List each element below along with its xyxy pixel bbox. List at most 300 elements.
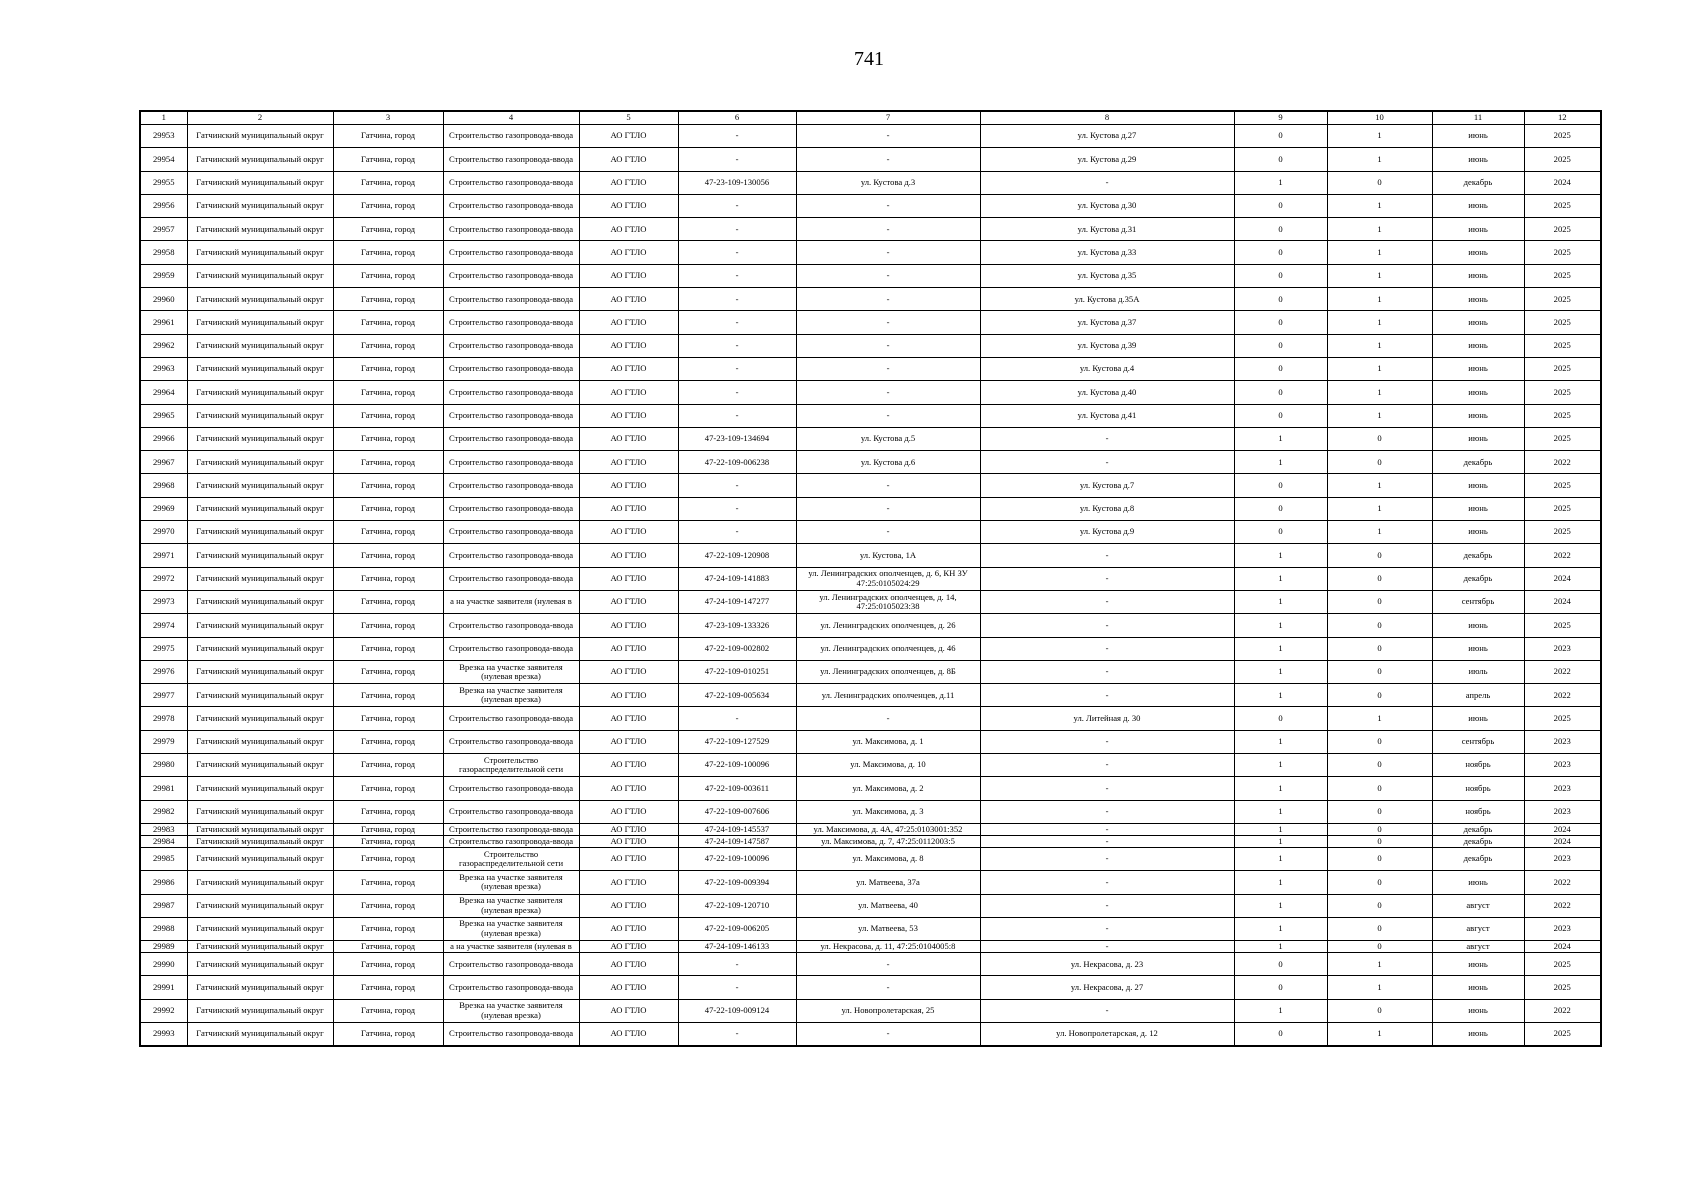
settlement-cell: Гатчина, город [333, 125, 443, 148]
address-planned-cell: ул. Кустова д.27 [980, 125, 1234, 148]
row-id: 29965 [140, 404, 187, 427]
work-type-cell: Врезка на участке заявителя (нулевая врезка) [443, 917, 579, 940]
count-planned-cell: 0 [1327, 684, 1432, 707]
count-connected-cell: 1 [1234, 823, 1327, 835]
table-row [140, 311, 1601, 334]
count-connected-cell: 1 [1234, 730, 1327, 753]
count-connected-cell: 1 [1234, 847, 1327, 870]
count-planned-cell: 0 [1327, 660, 1432, 683]
year-cell: 2022 [1524, 894, 1601, 917]
table-row [140, 637, 1601, 660]
district-cell: Гатчинский муниципальный округ [187, 357, 333, 380]
work-type-cell: Строительство газопровода-ввода [443, 311, 579, 334]
application-number-cell: 47-22-109-100096 [678, 847, 796, 870]
organization-cell: АО ГТЛО [579, 218, 678, 241]
month-cell: ноябрь [1432, 754, 1524, 777]
organization-cell: АО ГТЛО [579, 125, 678, 148]
row-id: 29989 [140, 941, 187, 953]
count-planned-cell: 0 [1327, 894, 1432, 917]
year-cell: 2025 [1524, 381, 1601, 404]
address-planned-cell: - [980, 941, 1234, 953]
count-connected-cell: 0 [1234, 125, 1327, 148]
month-cell: сентябрь [1432, 730, 1524, 753]
table-row [140, 684, 1601, 707]
application-number-cell: 47-23-109-134694 [678, 427, 796, 450]
organization-cell: АО ГТЛО [579, 381, 678, 404]
address-connected-cell: ул. Ленинградских ополченцев, д. 26 [796, 614, 980, 637]
row-id: 29981 [140, 777, 187, 800]
row-id: 29985 [140, 847, 187, 870]
organization-cell: АО ГТЛО [579, 941, 678, 953]
month-cell: июнь [1432, 871, 1524, 894]
count-planned-cell: 0 [1327, 451, 1432, 474]
table-row [140, 1022, 1601, 1046]
address-connected-cell: ул. Ленинградских ополченцев, д. 46 [796, 637, 980, 660]
district-cell: Гатчинский муниципальный округ [187, 999, 333, 1022]
table-row [140, 544, 1601, 567]
address-connected-cell: - [796, 241, 980, 264]
district-cell: Гатчинский муниципальный округ [187, 1022, 333, 1046]
settlement-cell: Гатчина, город [333, 917, 443, 940]
work-type-cell: Строительство газопровода-ввода [443, 218, 579, 241]
table-row [140, 590, 1601, 613]
month-cell: декабрь [1432, 823, 1524, 835]
year-cell: 2023 [1524, 917, 1601, 940]
count-connected-cell: 1 [1234, 567, 1327, 590]
count-connected-cell: 0 [1234, 976, 1327, 999]
count-connected-cell: 0 [1234, 953, 1327, 976]
settlement-cell: Гатчина, город [333, 194, 443, 217]
organization-cell: АО ГТЛО [579, 614, 678, 637]
count-planned-cell: 1 [1327, 311, 1432, 334]
year-cell: 2025 [1524, 311, 1601, 334]
address-planned-cell: - [980, 427, 1234, 450]
month-cell: июнь [1432, 976, 1524, 999]
table-row [140, 474, 1601, 497]
address-connected-cell: ул. Максимова, д. 2 [796, 777, 980, 800]
address-planned-cell: - [980, 999, 1234, 1022]
work-type-cell: Строительство газопровода-ввода [443, 148, 579, 171]
application-number-cell: 47-22-109-009394 [678, 871, 796, 894]
month-cell: декабрь [1432, 171, 1524, 194]
district-cell: Гатчинский муниципальный округ [187, 311, 333, 334]
year-cell: 2025 [1524, 976, 1601, 999]
settlement-cell: Гатчина, город [333, 941, 443, 953]
settlement-cell: Гатчина, город [333, 684, 443, 707]
count-planned-cell: 1 [1327, 357, 1432, 380]
address-connected-cell: - [796, 707, 980, 730]
month-cell: декабрь [1432, 544, 1524, 567]
address-planned-cell: - [980, 894, 1234, 917]
count-connected-cell: 1 [1234, 917, 1327, 940]
district-cell: Гатчинский муниципальный округ [187, 218, 333, 241]
month-cell: июнь [1432, 999, 1524, 1022]
organization-cell: АО ГТЛО [579, 777, 678, 800]
work-type-cell: Строительство газораспределительной сети [443, 847, 579, 870]
count-connected-cell: 1 [1234, 590, 1327, 613]
work-type-cell: Строительство газопровода-ввода [443, 381, 579, 404]
address-connected-cell: ул. Новопролетарская, 25 [796, 999, 980, 1022]
count-planned-cell: 1 [1327, 288, 1432, 311]
count-planned-cell: 1 [1327, 521, 1432, 544]
address-connected-cell: - [796, 497, 980, 520]
organization-cell: АО ГТЛО [579, 357, 678, 380]
district-cell: Гатчинский муниципальный округ [187, 684, 333, 707]
row-id: 29980 [140, 754, 187, 777]
district-cell: Гатчинский муниципальный округ [187, 976, 333, 999]
count-planned-cell: 0 [1327, 941, 1432, 953]
work-type-cell: а на участке заявителя (нулевая в [443, 941, 579, 953]
row-id: 29964 [140, 381, 187, 404]
row-id: 29955 [140, 171, 187, 194]
application-number-cell: - [678, 241, 796, 264]
work-type-cell: Строительство газопровода-ввода [443, 730, 579, 753]
district-cell: Гатчинский муниципальный округ [187, 590, 333, 613]
organization-cell: АО ГТЛО [579, 171, 678, 194]
count-connected-cell: 0 [1234, 1022, 1327, 1046]
row-id: 29978 [140, 707, 187, 730]
application-number-cell: - [678, 404, 796, 427]
year-cell: 2025 [1524, 521, 1601, 544]
district-cell: Гатчинский муниципальный округ [187, 777, 333, 800]
column-number-10: 10 [1327, 111, 1432, 125]
district-cell: Гатчинский муниципальный округ [187, 871, 333, 894]
work-type-cell: Строительство газопровода-ввода [443, 334, 579, 357]
application-number-cell: 47-22-109-006238 [678, 451, 796, 474]
row-id: 29986 [140, 871, 187, 894]
count-connected-cell: 0 [1234, 497, 1327, 520]
organization-cell: АО ГТЛО [579, 835, 678, 847]
settlement-cell: Гатчина, город [333, 800, 443, 823]
organization-cell: АО ГТЛО [579, 544, 678, 567]
address-planned-cell: ул. Литейная д. 30 [980, 707, 1234, 730]
column-number-4: 4 [443, 111, 579, 125]
count-planned-cell: 0 [1327, 835, 1432, 847]
year-cell: 2025 [1524, 427, 1601, 450]
year-cell: 2024 [1524, 823, 1601, 835]
settlement-cell: Гатчина, город [333, 614, 443, 637]
month-cell: июнь [1432, 1022, 1524, 1046]
month-cell: сентябрь [1432, 590, 1524, 613]
address-planned-cell: - [980, 544, 1234, 567]
district-cell: Гатчинский муниципальный округ [187, 823, 333, 835]
district-cell: Гатчинский муниципальный округ [187, 474, 333, 497]
district-cell: Гатчинский муниципальный округ [187, 707, 333, 730]
row-id: 29960 [140, 288, 187, 311]
row-id: 29962 [140, 334, 187, 357]
application-number-cell: - [678, 311, 796, 334]
address-planned-cell: - [980, 684, 1234, 707]
district-cell: Гатчинский муниципальный округ [187, 730, 333, 753]
row-id: 29972 [140, 567, 187, 590]
address-planned-cell: ул. Кустова д.30 [980, 194, 1234, 217]
address-planned-cell: - [980, 171, 1234, 194]
year-cell: 2023 [1524, 754, 1601, 777]
application-number-cell: - [678, 1022, 796, 1046]
organization-cell: АО ГТЛО [579, 754, 678, 777]
address-planned-cell: ул. Кустова д.33 [980, 241, 1234, 264]
count-connected-cell: 1 [1234, 754, 1327, 777]
column-number-3: 3 [333, 111, 443, 125]
address-connected-cell: - [796, 194, 980, 217]
row-id: 29975 [140, 637, 187, 660]
address-connected-cell: ул. Максимова, д. 10 [796, 754, 980, 777]
address-planned-cell: ул. Кустова д.31 [980, 218, 1234, 241]
address-planned-cell: ул. Некрасова, д. 27 [980, 976, 1234, 999]
address-planned-cell: - [980, 730, 1234, 753]
year-cell: 2025 [1524, 125, 1601, 148]
table-row [140, 125, 1601, 148]
table-row [140, 847, 1601, 870]
count-planned-cell: 1 [1327, 976, 1432, 999]
row-id: 29973 [140, 590, 187, 613]
application-number-cell: 47-24-109-145537 [678, 823, 796, 835]
row-id: 29970 [140, 521, 187, 544]
settlement-cell: Гатчина, город [333, 707, 443, 730]
row-id: 29956 [140, 194, 187, 217]
organization-cell: АО ГТЛО [579, 800, 678, 823]
settlement-cell: Гатчина, город [333, 218, 443, 241]
address-connected-cell: ул. Матвеева, 53 [796, 917, 980, 940]
work-type-cell: Строительство газопровода-ввода [443, 521, 579, 544]
month-cell: июнь [1432, 953, 1524, 976]
count-connected-cell: 1 [1234, 451, 1327, 474]
table-row [140, 894, 1601, 917]
year-cell: 2025 [1524, 707, 1601, 730]
year-cell: 2023 [1524, 730, 1601, 753]
address-planned-cell: ул. Кустова д.35А [980, 288, 1234, 311]
application-number-cell: 47-24-109-147587 [678, 835, 796, 847]
count-connected-cell: 0 [1234, 241, 1327, 264]
address-planned-cell: ул. Кустова д.41 [980, 404, 1234, 427]
settlement-cell: Гатчина, город [333, 474, 443, 497]
organization-cell: АО ГТЛО [579, 497, 678, 520]
settlement-cell: Гатчина, город [333, 590, 443, 613]
settlement-cell: Гатчина, город [333, 754, 443, 777]
district-cell: Гатчинский муниципальный округ [187, 497, 333, 520]
month-cell: декабрь [1432, 567, 1524, 590]
count-planned-cell: 1 [1327, 264, 1432, 287]
count-connected-cell: 1 [1234, 941, 1327, 953]
table-row [140, 521, 1601, 544]
count-planned-cell: 0 [1327, 637, 1432, 660]
organization-cell: АО ГТЛО [579, 427, 678, 450]
settlement-cell: Гатчина, город [333, 637, 443, 660]
application-number-cell: 47-24-109-147277 [678, 590, 796, 613]
organization-cell: АО ГТЛО [579, 264, 678, 287]
settlement-cell: Гатчина, город [333, 999, 443, 1022]
table-row [140, 148, 1601, 171]
application-number-cell: 47-22-109-007606 [678, 800, 796, 823]
month-cell: август [1432, 917, 1524, 940]
work-type-cell: Строительство газопровода-ввода [443, 427, 579, 450]
column-number-2: 2 [187, 111, 333, 125]
application-number-cell: - [678, 497, 796, 520]
address-connected-cell: ул. Матвеева, 37а [796, 871, 980, 894]
application-number-cell: 47-22-109-127529 [678, 730, 796, 753]
application-number-cell: - [678, 194, 796, 217]
settlement-cell: Гатчина, город [333, 871, 443, 894]
year-cell: 2025 [1524, 148, 1601, 171]
settlement-cell: Гатчина, город [333, 334, 443, 357]
year-cell: 2022 [1524, 684, 1601, 707]
organization-cell: АО ГТЛО [579, 404, 678, 427]
address-connected-cell: ул. Максимова, д. 7, 47:25:0112003:5 [796, 835, 980, 847]
year-cell: 2024 [1524, 941, 1601, 953]
year-cell: 2025 [1524, 497, 1601, 520]
application-number-cell: 47-22-109-005634 [678, 684, 796, 707]
row-id: 29982 [140, 800, 187, 823]
year-cell: 2025 [1524, 404, 1601, 427]
application-number-cell: 47-22-109-006205 [678, 917, 796, 940]
address-planned-cell: ул. Кустова д.37 [980, 311, 1234, 334]
table-row [140, 754, 1601, 777]
month-cell: июнь [1432, 427, 1524, 450]
settlement-cell: Гатчина, город [333, 404, 443, 427]
month-cell: июнь [1432, 334, 1524, 357]
count-planned-cell: 0 [1327, 917, 1432, 940]
district-cell: Гатчинский муниципальный округ [187, 521, 333, 544]
count-connected-cell: 0 [1234, 357, 1327, 380]
address-connected-cell: - [796, 381, 980, 404]
year-cell: 2022 [1524, 544, 1601, 567]
district-cell: Гатчинский муниципальный округ [187, 917, 333, 940]
column-number-1: 1 [140, 111, 187, 125]
application-number-cell: - [678, 125, 796, 148]
application-number-cell: - [678, 148, 796, 171]
count-connected-cell: 0 [1234, 381, 1327, 404]
count-connected-cell: 0 [1234, 264, 1327, 287]
application-number-cell: - [678, 474, 796, 497]
count-connected-cell: 1 [1234, 835, 1327, 847]
work-type-cell: Строительство газопровода-ввода [443, 264, 579, 287]
count-planned-cell: 0 [1327, 567, 1432, 590]
work-type-cell: Врезка на участке заявителя (нулевая врезка) [443, 871, 579, 894]
count-connected-cell: 1 [1234, 637, 1327, 660]
work-type-cell: Строительство газопровода-ввода [443, 241, 579, 264]
district-cell: Гатчинский муниципальный округ [187, 148, 333, 171]
count-connected-cell: 0 [1234, 311, 1327, 334]
district-cell: Гатчинский муниципальный округ [187, 171, 333, 194]
address-connected-cell: - [796, 357, 980, 380]
work-type-cell: Врезка на участке заявителя (нулевая врезка) [443, 684, 579, 707]
count-connected-cell: 1 [1234, 614, 1327, 637]
month-cell: август [1432, 941, 1524, 953]
count-connected-cell: 0 [1234, 288, 1327, 311]
address-planned-cell: ул. Новопролетарская, д. 12 [980, 1022, 1234, 1046]
organization-cell: АО ГТЛО [579, 451, 678, 474]
application-number-cell: - [678, 357, 796, 380]
table-row [140, 871, 1601, 894]
table-row [140, 660, 1601, 683]
row-id: 29971 [140, 544, 187, 567]
address-connected-cell: - [796, 264, 980, 287]
column-number-5: 5 [579, 111, 678, 125]
organization-cell: АО ГТЛО [579, 1022, 678, 1046]
settlement-cell: Гатчина, город [333, 847, 443, 870]
table-row [140, 917, 1601, 940]
month-cell: декабрь [1432, 835, 1524, 847]
address-connected-cell: ул. Максимова, д. 4А, 47:25:0103001:352 [796, 823, 980, 835]
row-id: 29953 [140, 125, 187, 148]
settlement-cell: Гатчина, город [333, 544, 443, 567]
count-connected-cell: 0 [1234, 474, 1327, 497]
organization-cell: АО ГТЛО [579, 567, 678, 590]
address-planned-cell: ул. Кустова д.35 [980, 264, 1234, 287]
row-id: 29954 [140, 148, 187, 171]
address-connected-cell: ул. Некрасова, д. 11, 47:25:0104005:8 [796, 941, 980, 953]
year-cell: 2022 [1524, 999, 1601, 1022]
year-cell: 2025 [1524, 218, 1601, 241]
count-planned-cell: 0 [1327, 544, 1432, 567]
table-row [140, 334, 1601, 357]
address-connected-cell: - [796, 404, 980, 427]
address-planned-cell: - [980, 451, 1234, 474]
row-id: 29988 [140, 917, 187, 940]
settlement-cell: Гатчина, город [333, 311, 443, 334]
count-connected-cell: 0 [1234, 218, 1327, 241]
year-cell: 2023 [1524, 777, 1601, 800]
organization-cell: АО ГТЛО [579, 823, 678, 835]
table-row [140, 288, 1601, 311]
organization-cell: АО ГТЛО [579, 194, 678, 217]
settlement-cell: Гатчина, город [333, 894, 443, 917]
application-number-cell: 47-22-109-120908 [678, 544, 796, 567]
district-cell: Гатчинский муниципальный округ [187, 427, 333, 450]
year-cell: 2025 [1524, 953, 1601, 976]
address-planned-cell: - [980, 917, 1234, 940]
district-cell: Гатчинский муниципальный округ [187, 288, 333, 311]
work-type-cell: Строительство газопровода-ввода [443, 288, 579, 311]
address-planned-cell: - [980, 614, 1234, 637]
organization-cell: АО ГТЛО [579, 871, 678, 894]
count-connected-cell: 1 [1234, 800, 1327, 823]
address-connected-cell: - [796, 311, 980, 334]
address-connected-cell: - [796, 288, 980, 311]
count-planned-cell: 1 [1327, 148, 1432, 171]
year-cell: 2025 [1524, 334, 1601, 357]
month-cell: июнь [1432, 707, 1524, 730]
work-type-cell: Врезка на участке заявителя (нулевая врезка) [443, 999, 579, 1022]
column-number-row [140, 111, 1601, 125]
table-row [140, 567, 1601, 590]
district-cell: Гатчинский муниципальный округ [187, 194, 333, 217]
organization-cell: АО ГТЛО [579, 311, 678, 334]
address-planned-cell: ул. Кустова д.40 [980, 381, 1234, 404]
year-cell: 2024 [1524, 835, 1601, 847]
year-cell: 2022 [1524, 451, 1601, 474]
row-id: 29987 [140, 894, 187, 917]
address-connected-cell: - [796, 521, 980, 544]
work-type-cell: Строительство газопровода-ввода [443, 637, 579, 660]
address-planned-cell: - [980, 777, 1234, 800]
organization-cell: АО ГТЛО [579, 148, 678, 171]
row-id: 29984 [140, 835, 187, 847]
count-connected-cell: 1 [1234, 171, 1327, 194]
row-id: 29991 [140, 976, 187, 999]
count-planned-cell: 0 [1327, 777, 1432, 800]
application-number-cell: - [678, 976, 796, 999]
settlement-cell: Гатчина, город [333, 171, 443, 194]
count-connected-cell: 1 [1234, 777, 1327, 800]
settlement-cell: Гатчина, город [333, 264, 443, 287]
table-row [140, 171, 1601, 194]
column-number-9: 9 [1234, 111, 1327, 125]
organization-cell: АО ГТЛО [579, 288, 678, 311]
address-connected-cell: ул. Кустова д.5 [796, 427, 980, 450]
address-connected-cell: ул. Ленинградских ополченцев, д. 8Б [796, 660, 980, 683]
count-planned-cell: 0 [1327, 754, 1432, 777]
